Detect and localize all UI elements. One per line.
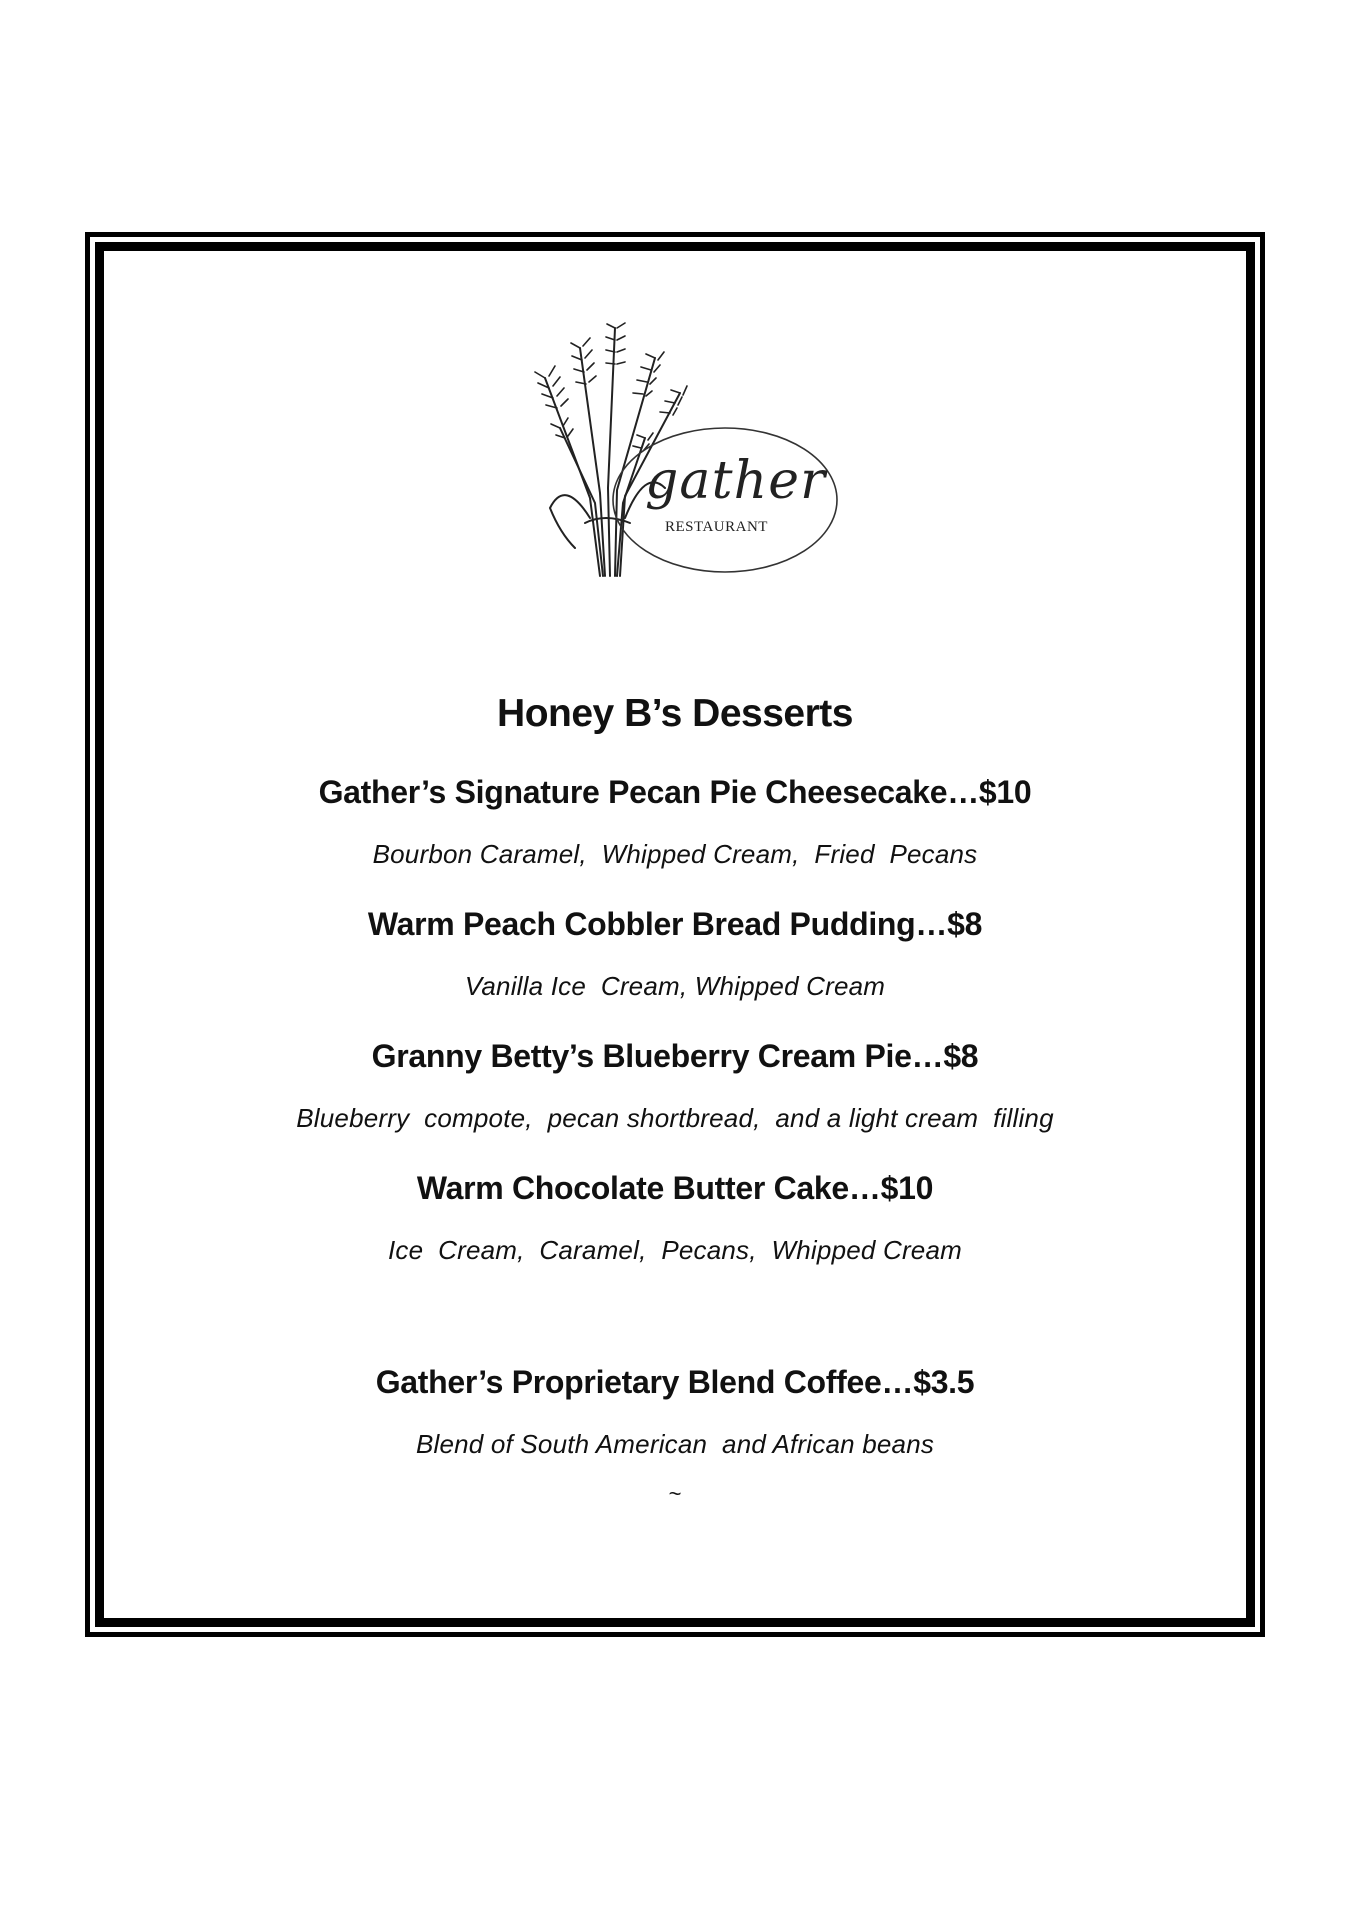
- gather-restaurant-logo: [505, 318, 845, 598]
- menu-end-mark: ~: [668, 1481, 682, 1506]
- menu-item-description: Blend of South American and African beans: [415, 1429, 935, 1459]
- dessert-menu: [100, 690, 1250, 1506]
- logo-brand-word: gather: [645, 451, 825, 511]
- menu-item: [100, 904, 1250, 1002]
- menu-item-name: Gather’s Proprietary Blend Coffee…$3.5: [375, 1364, 975, 1400]
- menu-item-coffee: [100, 1362, 1250, 1460]
- menu-item-name: Gather’s Signature Pecan Pie Cheesecake…$10: [318, 774, 1032, 810]
- menu-item-description: Bourbon Caramel, Whipped Cream, Fried Pecans: [372, 839, 978, 869]
- logo-subtitle: RESTAURANT: [665, 519, 768, 535]
- menu-item: [100, 1168, 1250, 1266]
- menu-title: Honey B’s Desserts: [497, 692, 853, 735]
- menu-item: [100, 1036, 1250, 1134]
- wheat-bundle-icon: [535, 323, 687, 576]
- menu-item: [100, 772, 1250, 870]
- menu-item-description: Vanilla Ice Cream, Whipped Cream: [464, 971, 886, 1001]
- menu-item-name: Warm Chocolate Butter Cake…$10: [416, 1170, 934, 1206]
- menu-item-name: Granny Betty’s Blueberry Cream Pie…$8: [371, 1038, 979, 1074]
- menu-item-name: Warm Peach Cobbler Bread Pudding…$8: [367, 906, 983, 942]
- menu-item-description: Ice Cream, Caramel, Pecans, Whipped Cream: [388, 1235, 962, 1265]
- menu-item-description: Blueberry compote, pecan shortbread, and a light cream filling: [296, 1103, 1054, 1133]
